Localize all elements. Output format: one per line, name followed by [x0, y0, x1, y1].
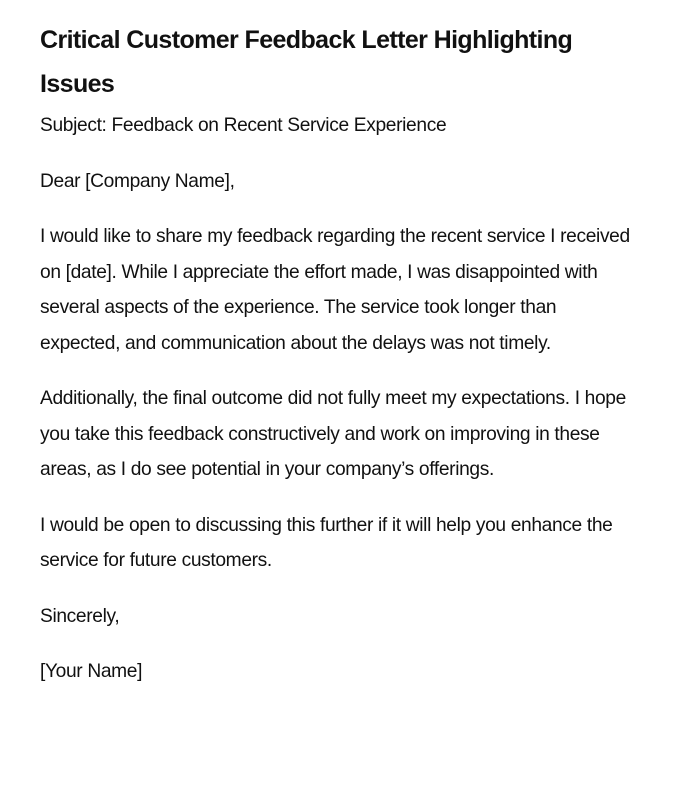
body-paragraph-3: I would be open to discussing this further if it will help you enhance the service for future customers. [40, 514, 613, 571]
subject-line: Subject: Feedback on Recent Service Experience [40, 115, 447, 136]
body-paragraph-1: I would like to share my feedback regarding the recent service I received on [date]. While I appreciate the effort made, I was disappointed with several aspects of the experience. The service took longer than expected, and communication about the delays was not timely. [40, 226, 630, 354]
closing: Sincerely, [40, 605, 120, 627]
signature: [Your Name] [40, 661, 143, 682]
body-paragraph-2: Additionally, the final outcome did not fully meet my expectations. I hope you take this feedback constructively and work on improving in these areas, as I do see potential in your company’s offerings. [40, 388, 626, 480]
letter-title: Critical Customer Feedback Letter Highlighting Issues [40, 26, 573, 98]
letter-document [40, 18, 640, 710]
salutation: Dear [Company Name], [40, 170, 235, 192]
